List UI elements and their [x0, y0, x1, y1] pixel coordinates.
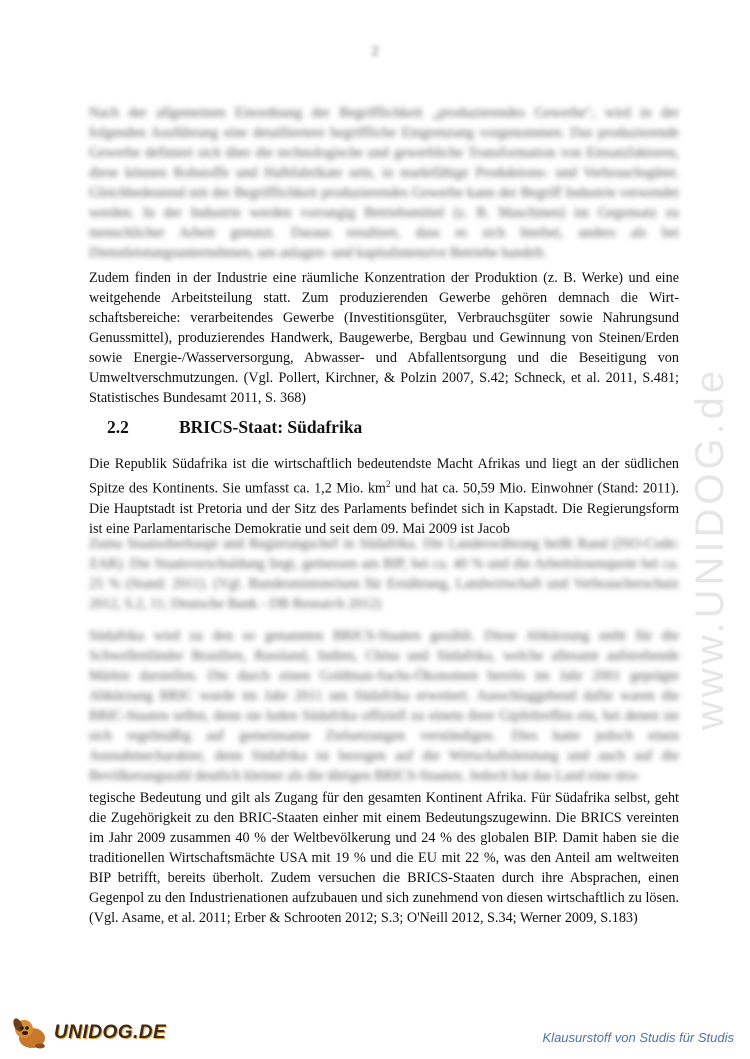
watermark: www.UNIDOG.de: [688, 366, 732, 730]
page-number: 2: [371, 44, 379, 59]
footer-tagline: Klausurstoff von Studis für Studis: [542, 1030, 734, 1045]
section-title: BRICS-Staat: Südafrika: [179, 417, 363, 437]
paragraph-2-text-b: und hat ca. 50,59 Mio. Einwohner (Stand: 2011). Die Hauptstadt ist Pretoria und der Sitz des Parlaments befindet sich in Kapstadt. Die Regierungsform ist eine Parlamentarische Demokratie und seit dem 09. Mai 2009 ist Jacob: [89, 480, 680, 537]
paragraph-2-visible: [89, 454, 679, 539]
paragraph-2-blurred: Zuma Staatsoberhaupt und Regierungschef in Südafrika. Die Landeswährung heißt Rand (ISO-Code: ZAR). Die Staatsverschuldung liegt, gemessen am BIP, bei ca. 40 % und die Arbeitslosenquote bei ca. 25 % (Stand: 2011). (Vgl. Bundesministerium für Ernährung, Landwirtschaft und Verbraucherschutz 2012, S.2, 11; Deutsche Bank - DB Research 2012): [89, 536, 679, 612]
superscript: 2: [385, 479, 391, 489]
paragraph-1-blurred: Nach der allgemeinen Einordnung der Begrifflichkeit „produzierendes Gewerbe", wird in der folgenden Ausführung eine detailliertere begriffliche Eingrenzung vorgenommen. Das produzierende Gewerbe definiert sich über die technologische und gewerbliche Transformation von Einsatzfaktoren, diese können Rohstoffe und Halbfabrikate sein, in marktfähige Produktions- und Verbrauchsgüter. Gleichbedeutend mit der Begrifflichkeit produzierendes Gewerbe kann der Begriff Industrie verwendet werden. In der Industrie werden vorrangig Betriebsmittel (z. B. Maschinen) im Gegensatz zu menschlicher Arbeit genutzt. Daraus resultiert, dass es sich hierbei, anders als bei Dienstleistungsunternehmen, um anlagen- und kapitalintensive Betriebe handelt.: [89, 105, 679, 261]
section-number: 2.2: [107, 417, 129, 437]
section-heading: [89, 417, 362, 438]
paragraph-3-visible: tegische Bedeutung und gilt als Zugang für den gesamten Kontinent Afrika. Für Südafrika selbst, geht die Zugehörigkeit zu den BRIC-Staaten einher mit einem Bedeutungszugewinn. Die BRICS vereinten im Jahr 2009 zusammen 40 % der Weltbevölkerung und 24 % des globalen BIP. Damit haben sie die traditionellen Wirtschaftsmächte USA mit 19 % und die EU mit 22 %, was den Anteil am weltweiten BIP betrifft, bereits überholt. Zudem versuchen die BRICS-Staaten durch ihre Absprachen, einen Gegenpol zu den Industrienationen aufzubauen und sich zunehmend von diesen wirtschaftlich zu lösen. (Vgl. Asame, et al. 2011; Erber & Schrooten 2012; S.3; O'Neill 2012, S.34; Werner 2009, S.183): [89, 790, 679, 926]
paragraph-2-text-a: Die Republik Südafrika ist die wirtschaftlich bedeutendste Macht Afrikas und liegt an der südlichen Spitze des Kontinents. Sie umfasst ca. 1,2 Mio. km: [89, 456, 679, 497]
logo-text: UNIDOG.DE: [54, 1022, 167, 1043]
paragraph-3-blurred: Südafrika wird zu den so genannten BRICS-Staaten gezählt. Diese Abkürzung steht für die Schwellenländer Brasilien, Russland, Indien, China und Südafrika, welche allesamt aufstrebende Märkte darstellen. Die durch einen Goldman-Sachs-Ökonomen bereits im Jahr 2001 geprägte Abkürzung BRIC wurde im Jahr 2011 um Südafrika erweitert. Ausschlaggebend dafür waren die BRIC-Staaten selbst, denn sie luden Südafrika offiziell zu einem ihrer Gipfeltreffen ein, bei denen sie sich regelmäßig auf gemeinsame Zielsetzungen verständigen. Dies hatte jedoch einen Ausnahmecharakter, denn Südafrika ist bezogen auf die Wirtschaftsleistung und auch auf die Bevölkerungszahl deutlich kleiner als die übrigen BRICS-Staaten. Jedoch hat das Land eine stra-: [89, 628, 679, 784]
paragraph-1-visible: Zudem finden in der Industrie eine räumliche Konzentration der Produktion (z. B. Werke) und eine weitgehende Arbeitsteilung statt. Zum produzierenden Gewerbe gehören demnach die Wirtschaftsbereiche: verarbeitendes Gewerbe (Investitionsgüter, Verbrauchsgüter sowie Nahrungsund Genussmittel), produzierendes Handwerk, Baugewerbe, Bergbau und Gewinnung von Steinen/Erden sowie Energie-/Wasserversorgung, Abwasser- und Abfallentsorgung und die Beseitigung von Umweltverschmutzungen. (Vgl. Pollert, Kirchner, & Polzin 2007, S.42; Schneck, et al. 2011, S.481; Statistisches Bundesamt 2011, S. 368): [89, 270, 679, 406]
unidog-logo[interactable]: [10, 1015, 166, 1051]
dog-mascot-icon: [10, 1016, 52, 1050]
